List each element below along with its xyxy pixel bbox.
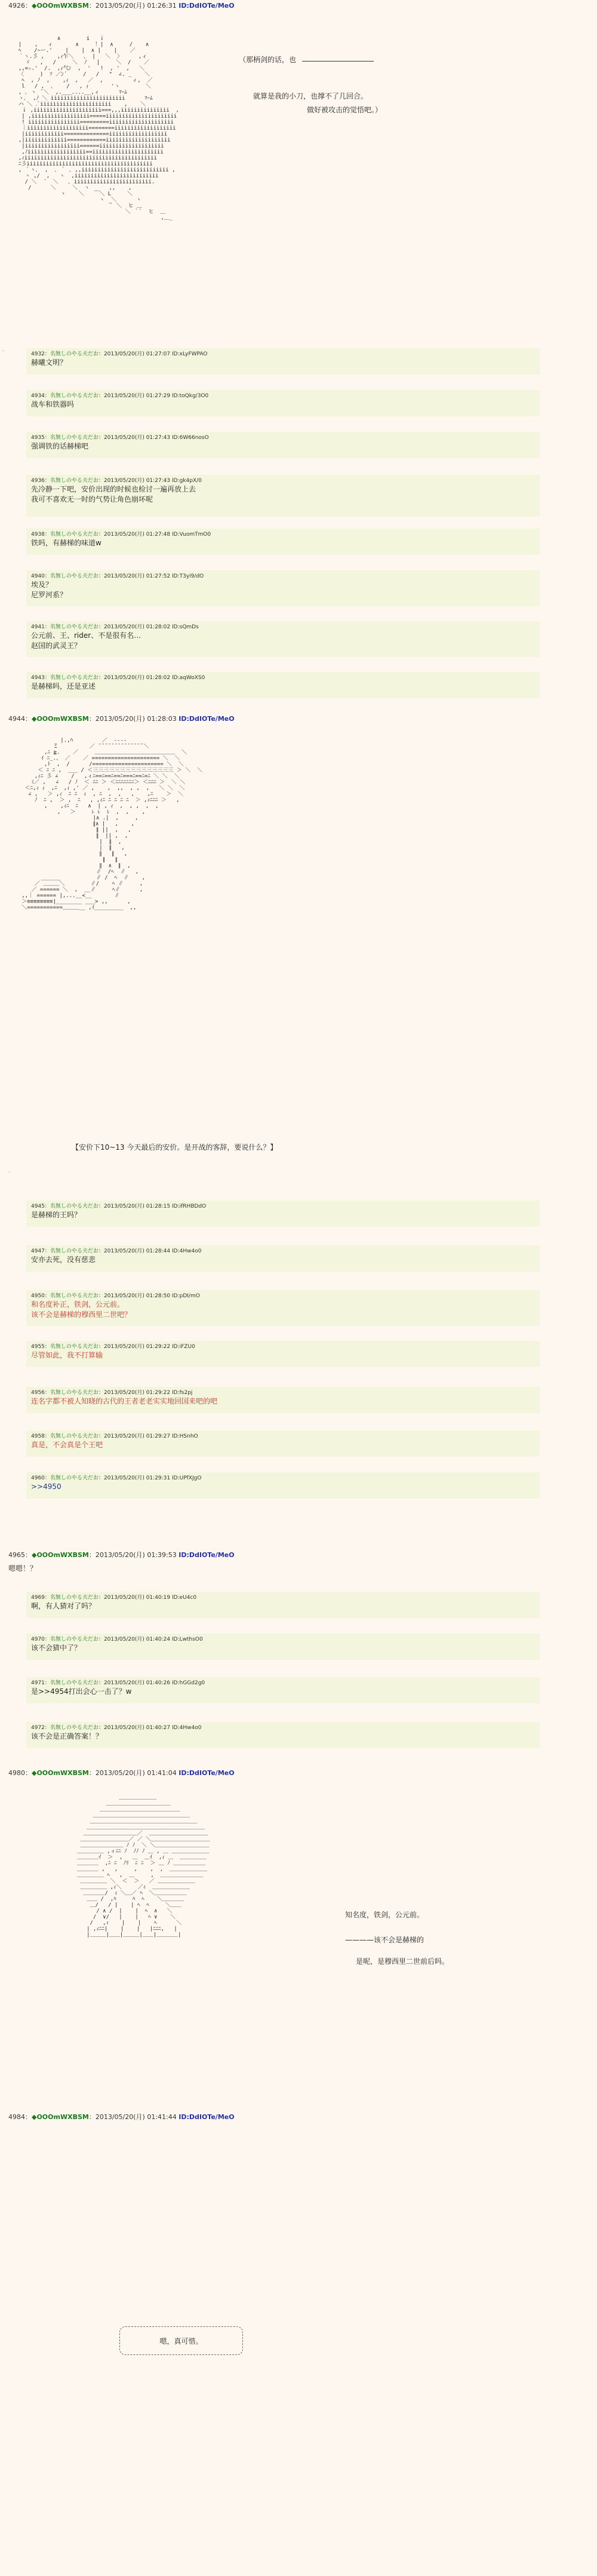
reply-id[interactable]: ID:eU4c0	[172, 1595, 197, 1601]
anchor-mark: ·	[8, 1169, 11, 1176]
reply-date: 2013/05/20(月) 01:28:44	[103, 1248, 171, 1254]
reply-id[interactable]: ID:aqWoXS0	[172, 675, 205, 681]
reply-date: 2013/05/20(月) 01:28:50	[103, 1293, 171, 1299]
reply-date: 2013/05/20(月) 01:29:27	[103, 1433, 171, 1439]
reply-block: 4972：名無しのやる夫だお：2013/05/20(月) 01:40:27 ID:4Hw4o0 该不会是正确答案！？	[26, 1722, 540, 1748]
reply-number[interactable]: 4958	[31, 1433, 45, 1439]
reply-text: 连名字都不被人知晓的古代的王者老老实实地回国来吧的吧	[31, 1397, 218, 1405]
reply-number[interactable]: 4947	[31, 1248, 45, 1254]
reply-block: 4936：名無しのやる夫だお：2013/05/20(月) 01:27:43 ID:gk4pX/0 先冷静一下吧，安价出现的时候也检讨一遍再放上去 我可不喜欢无一时的气势让角色崩坏呢	[26, 475, 540, 517]
reply-id[interactable]: ID:gk4pX/0	[172, 478, 202, 484]
reply-block: 4934：名無しのやる夫だお：2013/05/20(月) 01:27:29 ID:toQkg/3O0 战车和铁器吗	[26, 390, 540, 416]
reply-number[interactable]: 4960	[31, 1475, 45, 1481]
speech-text: 嗯，真可惜。	[159, 2336, 203, 2345]
post-number[interactable]: 4944：	[8, 715, 32, 723]
reply-date: 2013/05/20(月) 01:27:52	[103, 573, 171, 579]
reply-text: 是>>4954打出会心一击了？w	[31, 1687, 132, 1696]
reply-text: 先冷静一下吧，安价出现的时候也检讨一遍再放上去 我可不喜欢无一时的气势让角色崩坏呢	[31, 485, 196, 503]
reply-text: 尽管如此，我不打算输	[31, 1351, 103, 1359]
reply-block: 4956：名無しのやる夫だお：2013/05/20(月) 01:29:22 ID:fs2pj 连名字都不被人知晓的古代的王者老老实实地回国来吧的吧	[26, 1387, 540, 1413]
narration-line: ————该不会是赫梯的	[345, 1936, 424, 1944]
reply-id[interactable]: ID:LwthsO0	[172, 1637, 203, 1642]
poster-id[interactable]: ID:DdIOTe/MeO	[179, 2, 235, 10]
reply-number[interactable]: 4972	[31, 1725, 45, 1731]
reply-date: 2013/05/20(月) 01:28:02	[103, 675, 171, 681]
reply-date: 2013/05/20(月) 01:40:19	[103, 1595, 171, 1601]
reply-text: 和名度补正，铁剑，公元前。 该不会是赫梯的穆西里二世吧？	[31, 1300, 132, 1319]
reply-id[interactable]: ID:T3yi9/dO	[172, 573, 204, 579]
narration-line: 知名度，铁剑，公元前。	[345, 1911, 424, 1919]
reply-date: 2013/05/20(月) 01:27:43	[103, 478, 171, 484]
reply-block: 4938：名無しのやる夫だお：2013/05/20(月) 01:27:48 ID:VuomTmO0 铁吗，有赫梯的味道w	[26, 529, 540, 555]
poster-id[interactable]: ID:DdIOTe/MeO	[179, 1769, 235, 1777]
reply-number[interactable]: 4936	[31, 478, 45, 484]
post-date: ：2013/05/20(月) 01:28:03	[88, 715, 177, 723]
reply-date: 2013/05/20(月) 01:40:27	[103, 1725, 171, 1731]
reply-text: 公元前、王、rider、不是很有名… 赵国的武灵王？	[31, 631, 141, 650]
reply-date: 2013/05/20(月) 01:40:24	[103, 1637, 171, 1642]
post-header	[8, 1551, 235, 1559]
reply-number[interactable]: 4956	[31, 1390, 45, 1396]
reply-block: 4950：名無しのやる夫だお：2013/05/20(月) 01:28:50 ID:pDI/mO 和名度补正，铁剑，公元前。 该不会是赫梯的穆西里二世吧？	[26, 1290, 540, 1326]
post-number[interactable]: 4984：	[8, 2113, 32, 2121]
reply-block: 4969：名無しのやる夫だお：2013/05/20(月) 01:40:19 ID:eU4c0 啊，有人猜对了吗？	[26, 1592, 540, 1618]
post-date: ：2013/05/20(月) 01:26:31	[88, 2, 177, 10]
reply-id[interactable]: ID:sQmDs	[172, 624, 199, 630]
anchor-mark: ·	[2, 348, 5, 355]
narration-line: 做好被攻击的觉悟吧。）	[307, 106, 383, 114]
reply-text: 该不会是正确答案！？	[31, 1732, 103, 1740]
ascii-art: ＿＿＿＿＿＿＿ ＿＿＿＿＿＿＿＿＿＿＿＿ ＿＿＿＿＿＿＿＿＿＿＿＿＿＿＿ ＿＿＿＿＿＿＿＿＿＿＿＿＿＿＿＿＿＿ ＿＿＿＿＿＿＿＿＿＿＿＿＿＿＿＿＿＿＿＿ ＿＿＿＿＿＿＿＿＿＿＿＿＿＿＿＿＿＿＿＿＿＿ ＿＿＿＿＿＿＿＿＿＿／ ＿＿＿＿＿＿＿＿＿＿＿ ＿＿＿＿＿＿＿＿＿／ ／ ＼＿＿＿＿＿＿＿＿＿＿＿ ＿＿＿＿＿＿＿＿ ﾉ ﾉ ＼ ＼＿＿＿＿＿＿＿＿＿＿ ＿＿＿＿＿ ,ィﾆﾆ ﾉ ﾉﾉ ﾉ ＿ , ＿ ＿＿＿＿＿＿＿ ＿＿＿＿ｲ ＞ , ＿ ＿ｲ ,ｨ ＿ ＿＿＿＿＿ ＿＿＿＿ ,ﾆ ﾆ ﾉﾘ ﾆ ﾆ ＞ ＿ ﾉ ＿＿＿＿＿＿ ＿＿＿＿ , , , , , ＿＿＿＿＿＿＿ ＿＿＿＿＿ ﾍ , ＿ , ＿＿＿＿＿＿＿＿ ＿＿＿＿＿ ＼ ＜ ＞ ／ ＿＿＿＿＿＿＿ ＿＿＿＿＿ ,ｨ＼ ／ｨ ＿＿＿＿＿＿＿ ＿＿＿＿/ ｨ ＼＿／ ﾍ ＼＿＿＿＿＿＿ ＿＿ / ,ﾊ ﾊ ﾍ ＼＿＿＿＿ ＿/ / | | ﾍ ﾍ ＼＿＿ / ∧ / | | ﾍ ∧ ＼ / ∨/ | | ﾍ ∨ ＼ / ,ｨ | | ﾍ ＼ | ,ｨﾆﾆ| | | |ﾆﾆﾆ, | |＿＿＿|＿＿|＿＿＿|＿＿|＿＿＿＿|	[76, 1795, 211, 1938]
reply-block: 4932：名無しのやる夫だお：2013/05/20(月) 01:27:07 ID:xLyFWPAO 赫曦文明？	[26, 348, 540, 374]
reply-date: 2013/05/20(月) 01:28:02	[103, 624, 171, 630]
ascii-art: |.,ﾊ ／ ---- Ξ ／ ̄ ̄ ̄ ̄ ̄ ̄ ̄ ̄ ̄ ̄ ̄ ̄ ̄ ̄ ＼ ,ﾆ ≧. ／ ＿＿＿＿＿＿＿＿＿＿＿＿＿＿＿ ＼ ｲ ﾆ_.、 ／ ／ ===================== ＼ ＼ ,ﾄ , / /====================== ＼ ＼ ＜ ﾆ ﾆ , ___ / ＜三三三三三三三三三三三三三三三 ＞ ＼ ＼ ,ｨﾆ 彡 ∠ / ,ィﾆ==ﾆ==ﾆ==ﾆ===ﾆ==ﾆ=ﾆ ＼ ＼ ＼ ﾐ／ , ∠ / ﾉ ＜ ﾆﾆ ＞ ＜ﾆﾆﾆﾆﾆﾆﾆ＞ ＜ﾆﾆﾆ ＞ ＼ ＼ ＜ﾆ,ｨ ｨ ,ﾆ ,ｨ ,' ／ , , ,, , , , ＼ ＼ ＼ ∠ , ＞ ,ｨ ﾆ ﾆ ｨ , ﾆ , , , ,ﾆ ＞ ＼ ﾉ ﾆ , ＞ , ﾆ , ,ｨﾆ ﾆ ﾆ ﾆ ﾆ ＞ ,ｨﾆﾆﾆ ＞ , , ,ｨﾆ ﾆ ∧ | , ｨ , , , , , , ＞ ﾚ ﾚ ﾚ , , , |∧ .| , , ∥∧ | , , ∥ || , , ∥ || , , | ∥ , | ∥ , ∥ ∥ , ∥ ∥ ∥ ∧ ∥ , ∥ /ﾍ ∥ , ______ ∥ / ﾍ ∥ , ／ ＿＿＿＼ ∥/ ﾍ ∥ , ／ ====== ＼ , __∥ ﾍ∥ , ,,｜ ====== |,...__<__ ∥ ＞≡≡≡≡≡≡≡≡|________ ___> ,, , ＼===========＿＿＿__ ,ｲ_________ ,,	[21, 738, 203, 911]
poster-name: ◆OOOmWXBSM	[32, 1551, 89, 1559]
poster-name: ◆OOOmWXBSM	[32, 2113, 89, 2121]
reply-text: 真是，不会真是个王吧	[31, 1441, 103, 1449]
reply-block: 4955：名無しのやる夫だお：2013/05/20(月) 01:29:22 ID:iFZU0 尽管如此，我不打算输	[26, 1341, 540, 1367]
reply-block: 4958：名無しのやる夫だお：2013/05/20(月) 01:29:27 ID:HSnhO 真是，不会真是个王吧	[26, 1430, 540, 1457]
reply-text: 安亦去死，没有慈悲	[31, 1255, 96, 1264]
reply-date: 2013/05/20(月) 01:27:07	[103, 351, 171, 357]
reply-number[interactable]: 4943	[31, 675, 45, 681]
post-header	[8, 715, 235, 723]
poster-name: ◆OOOmWXBSM	[32, 715, 89, 723]
reply-text: 是赫梯吗，还是亚述	[31, 682, 96, 690]
post-date: ：2013/05/20(月) 01:41:04	[88, 1769, 177, 1777]
poster-id[interactable]: ID:DdIOTe/MeO	[179, 715, 235, 723]
reply-number[interactable]: 4934	[31, 393, 45, 399]
reply-id[interactable]: ID:4Hw4o0	[172, 1248, 202, 1254]
reply-number[interactable]: 4971	[31, 1680, 45, 1686]
reply-block: 4940：名無しのやる夫だお：2013/05/20(月) 01:27:52 ID:T3yi9/dO 埃及？ 尼罗河系？	[26, 570, 540, 606]
reply-id[interactable]: ID:HSnhO	[172, 1433, 198, 1439]
reply-text: 赫曦文明？	[31, 358, 67, 367]
reply-text: 战车和铁器吗	[31, 400, 75, 409]
poster-name: ◆OOOmWXBSM	[32, 2, 89, 10]
post-date: ：2013/05/20(月) 01:41:44	[88, 2113, 177, 2121]
reply-block: 4935：名無しのやる夫だお：2013/05/20(月) 01:27:43 ID:6W66nosO 强调铁的话赫梯吧	[26, 432, 540, 458]
reply-id[interactable]: ID:VuomTmO0	[172, 532, 211, 538]
reply-id[interactable]: ID:4Hw4o0	[172, 1725, 202, 1731]
reply-number[interactable]: 4935	[31, 435, 45, 441]
reply-date: 2013/05/20(月) 01:40:26	[103, 1680, 171, 1686]
reply-id[interactable]: ID:pDI/mO	[172, 1293, 200, 1299]
post-header	[8, 2113, 235, 2121]
reply-block: 4945：名無しのやる夫だお：2013/05/20(月) 01:28:15 ID:ifRHBDdO 是赫梯的王吗？	[26, 1201, 540, 1227]
post-date: ：2013/05/20(月) 01:39:53	[88, 1551, 177, 1559]
reply-id[interactable]: ID:UPfXJgO	[172, 1475, 202, 1481]
reply-number[interactable]: 4932	[31, 351, 45, 357]
reply-text: 该不会猜中了？	[31, 1644, 82, 1652]
reply-id[interactable]: ID:hGGd2g0	[172, 1680, 205, 1686]
reply-date: 2013/05/20(月) 01:29:22	[103, 1344, 171, 1350]
announcement: 【安价下10~13 今天最后的安价。是开战的客辞，要说什么？】	[72, 1143, 278, 1152]
post-header	[8, 2, 235, 10]
reply-date: 2013/05/20(月) 01:27:43	[103, 435, 171, 441]
post-number[interactable]: 4965：	[8, 1551, 32, 1559]
reply-date: 2013/05/20(月) 01:29:31	[103, 1475, 171, 1481]
reply-id[interactable]: ID:ifRHBDdO	[172, 1203, 207, 1209]
reply-number[interactable]: 4941	[31, 624, 45, 630]
reply-text[interactable]: >>4950	[31, 1482, 61, 1491]
reply-text: 是赫梯的王吗？	[31, 1211, 82, 1219]
reply-number[interactable]: 4950	[31, 1293, 45, 1299]
reply-number[interactable]: 4940	[31, 573, 45, 579]
reply-text: 铁吗，有赫梯的味道w	[31, 539, 101, 547]
reply-text: 埃及？ 尼罗河系？	[31, 581, 67, 599]
reply-date: 2013/05/20(月) 01:27:29	[103, 393, 171, 399]
post-header	[8, 1769, 235, 1777]
post-number[interactable]: 4926：	[8, 2, 32, 10]
speech-box	[119, 2326, 243, 2355]
reply-id[interactable]: ID:6W66nosO	[172, 435, 209, 441]
reply-date: 2013/05/20(月) 01:29:22	[103, 1390, 171, 1396]
reply-text: 强调铁的话赫梯吧	[31, 442, 89, 450]
reply-block: 4941：名無しのやる夫だお：2013/05/20(月) 01:28:02 ID:sQmDs 公元前、王、rider、不是很有名… 赵国的武灵王？	[26, 621, 540, 657]
reply-number[interactable]: 4955	[31, 1344, 45, 1350]
reply-number[interactable]: 4970	[31, 1637, 45, 1642]
reply-date: 2013/05/20(月) 01:27:48	[103, 532, 171, 538]
reply-number[interactable]: 4938	[31, 532, 45, 538]
reply-number[interactable]: 4969	[31, 1595, 45, 1601]
reply-block: 4943：名無しのやる夫だお：2013/05/20(月) 01:28:02 ID:aqWoXS0 是赫梯吗，还是亚述	[26, 672, 540, 698]
poster-name: ◆OOOmWXBSM	[32, 1769, 89, 1777]
reply-block: 4970：名無しのやる夫だお：2013/05/20(月) 01:40:24 ID:LwthsO0 该不会猜中了？	[26, 1634, 540, 1660]
reply-id[interactable]: ID:xLyFWPAO	[172, 351, 208, 357]
post-text: 嗯嗯！？	[8, 1564, 38, 1573]
reply-text: 啊，有人猜对了吗？	[31, 1602, 96, 1610]
reply-id[interactable]: ID:fs2pj	[172, 1390, 193, 1396]
narration-line: 就算是我的小刀，也撑不了几回合。	[253, 92, 368, 100]
reply-date: 2013/05/20(月) 01:28:15	[103, 1203, 171, 1209]
poster-id[interactable]: ID:DdIOTe/MeO	[179, 2113, 235, 2121]
reply-block: 4971：名無しのやる夫だお：2013/05/20(月) 01:40:26 ID:hGGd2g0 是>>4954打出会心一击了？w	[26, 1677, 540, 1703]
poster-id[interactable]: ID:DdIOTe/MeO	[179, 1551, 235, 1559]
ascii-art: ∧ i ｉ | , ィ ∧ ！| ∧ / ∧ ﾍ /~ー.' | | ∧ | | ／ ｀ヽ.彡 , ,ｨ乍＼ 、 | ＼ 〉 ,ィ ゞ , / ＼ ﾉ | ＼ / ／ ,,=☆.' /. ,ｨ气ﾝ , ' ! , ' , ＼ 〈 ) ｿ ／ﾝ´ / / " ∠. _ ＼ ﾍ , ﾉ , ,ｨ , ／ , ィ, ／ l / , ､ / , ｨ 'ヽ ＼ , ､ ヽ ﾞ＼ ,.___....__,ィ ﾏｰﾑ ヽ､ ,ﾉ ＼ iiiiiiiiiiiiiiiiiiiiiii ﾏｰﾑ ハ ＼ .ﾞiiiiiiiiiiiiiiiiiiiiii , ＼ ｉ ,iiiiiiiiiiiiiiiiiiiii===,,,iiiiiiiiiiiiiii , | ,iiiiiiiiiiiiiiiiii=====iiiiiiiiiiiiiiiiiiiiii ! iiiiiiiiiiiiiiii=========iiiiiiiiiiiiiiiiiiii ｜iiiiiiiiiiiiiiiiiii========iiiiiiiiiiiiiiiiiii |iiiiiiiiiiii==============iiiiiiiiiiiiiiiiii ,|iiiiiiiiiiiii============iiiiiiiiiiiiiiiiiiii |iiiiiiiiiiiiiiiii======iiiiiiiiiiiiiiiiiiii ,ﾉiiiiiiiiiiiiiiiiii==iiiiiiiiiiiiiiiiiiiiii ,ｨiiiiiiiiiiiiiiiiiiiiiiiiiiiiiiiiiiiiiiiii ﾆ彡iiiiiiiiiiiiiiiiiiiiiiiiiiiiiiiiiiiiiii , ｀ヽ､ , ､ ｀ ､ ,,iiiiiiiiiiiiiiiiiiiiiiiiiii , ヽ ,/ , ヽ ,iiiiiiiiiiiiiiiiiiiiiiiiii / ＼ ´ ＼ ､ iiiiiiiiiiiiiiiiiiiiiiii. / ＼ ＼ ヽ ,, , ヽ ＼ ￣＼ L ＼ ヽ ＼ ヽ ゙ﾞ ＼ ヒ ＿ ＼ ｀ﾞ ヒ ＿ ,＿_	[18, 36, 179, 221]
narration-underline	[302, 61, 374, 62]
reply-id[interactable]: ID:toQkg/3O0	[172, 393, 209, 399]
reply-id[interactable]: ID:iFZU0	[172, 1344, 195, 1350]
narration-line: 是呢，是穆西里二世前后吗。	[356, 1957, 450, 1966]
reply-block: 4947：名無しのやる夫だお：2013/05/20(月) 01:28:44 ID:4Hw4o0 安亦去死，没有慈悲	[26, 1245, 540, 1272]
post-number[interactable]: 4980：	[8, 1769, 32, 1777]
reply-block: 4960：名無しのやる夫だお：2013/05/20(月) 01:29:31 ID:UPfXJgO >>4950	[26, 1472, 540, 1499]
narration-line: （那柄剑的话，也	[239, 56, 297, 64]
reply-number[interactable]: 4945	[31, 1203, 45, 1209]
